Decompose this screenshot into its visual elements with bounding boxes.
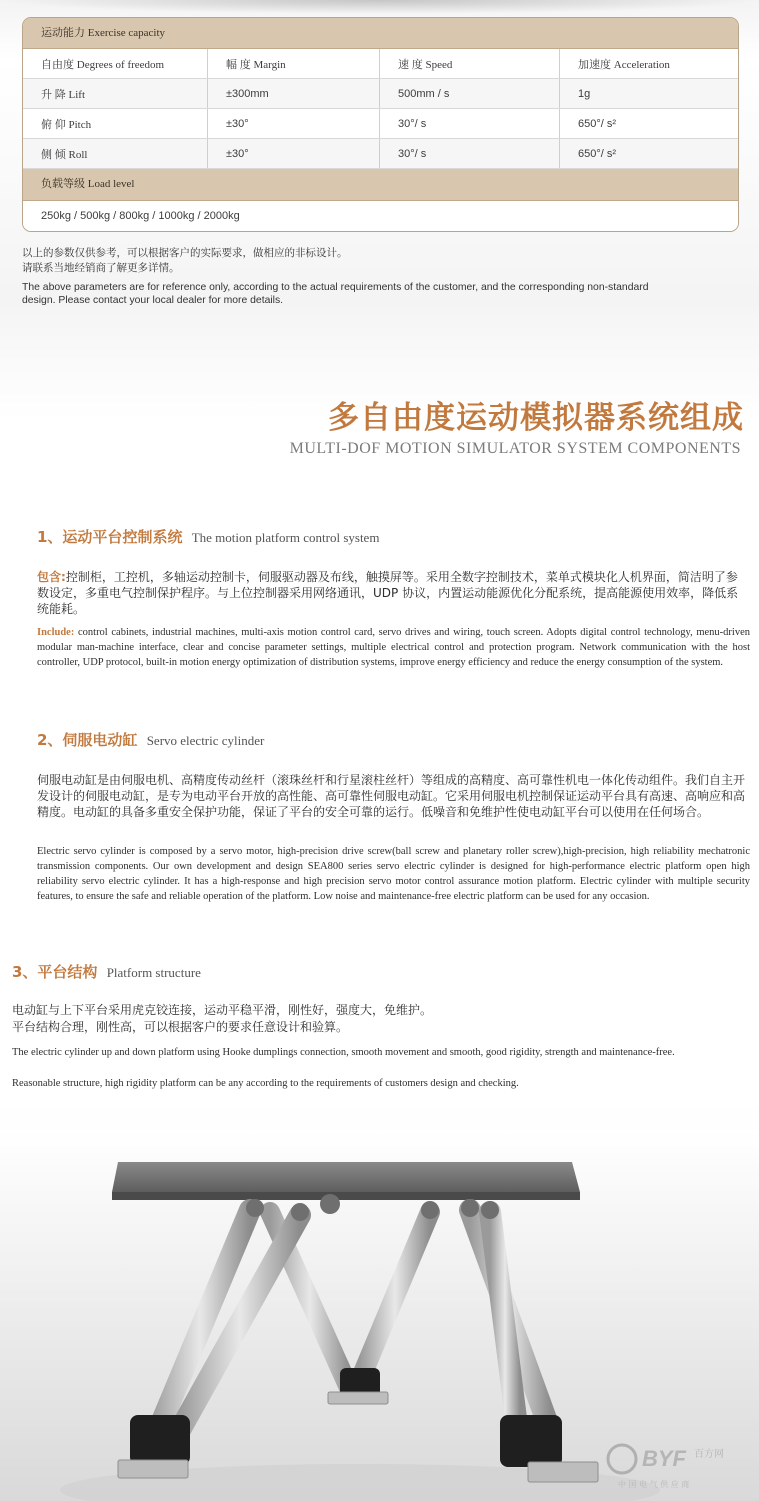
load-level-value: 250kg / 500kg / 800kg / 1000kg / 2000kg [41,210,240,222]
note-en-line1: The above parameters are for reference only, according to the actual requirements of the customer, and the corresponding non-standard [22,282,649,293]
note-cn-line2: 请联系当地经销商了解更多详情。 [22,262,180,274]
table-row [23,139,738,169]
section3-body-en-2: Reasonable structure, high rigidity platform can be any according to the requirements of customers design and checking. [12,1078,519,1089]
byf-logo [604,1443,754,1493]
table-cell: ±30° [208,139,380,168]
table-cell: 侧 倾 Roll [23,139,208,168]
column-header: 幅 度 Margin [208,49,380,78]
table-cell: 30°/ s [380,109,560,138]
load-level-header [23,169,738,201]
section2-title [37,729,264,750]
note-en-line2: design. Please contact your local dealer for more details. [22,295,284,306]
load-level-row [23,201,738,231]
logo-tagline: 中 国 电 气 供 应 商 [618,1480,690,1489]
section3-title [12,961,201,982]
section3-body-cn-2: 平台结构合理，刚性高，可以根据客户的要求任意设计和验算。 [12,1020,349,1034]
section2-body-cn: 伺服电动缸是由伺服电机、高精度传动丝杆（滚珠丝杆和行星滚柱丝杆）等组成的高精度、高可靠性机电一体化传动组件。我们自主开发设计的伺服电动缸，是专为电动平台开放的高性能、高可靠性伺服电动缸。它采用伺服电机控制保证运动平台具有高速、高响应和高精度。电动缸的具备多重安全保护功能，保证了平台的安全可靠的运行。低噪音和免维护性使电动缸平台可以使用在任何场合。 [37,773,746,819]
exercise-capacity-label: 运动能力 Exercise capacity [41,27,166,39]
table-cell: 650°/ s² [578,147,617,160]
table-cell: 升 降 Lift [23,79,208,108]
column-header-row [23,49,738,79]
section1-text-en: control cabinets, industrial machines, multi-axis motion control card, servo drives and wiring, touch screen. Adopts digital control technology, menu-driven modular man-machine interface, clear and concise parameter settings, multiple electrical control and protection program. Network communication with the host controller, UDP protocol, built-in motion energy optimization of distribution systems, improve energy efficiency and reduce the energy consumption of the system. [37,627,750,668]
upper-platform [112,1162,580,1192]
include-label-cn: 包含: [37,570,66,584]
section3-title-cn: 3、平台结构 [12,963,98,981]
column-header: 速 度 Speed [380,49,560,78]
heading-en: MULTI-DOF MOTION SIMULATOR SYSTEM COMPONENTS [289,440,741,457]
column-header: 加速度 Acceleration [578,58,670,71]
section2-title-en: Servo electric cylinder [146,733,265,748]
section3-body-cn-1: 电动缸与上下平台采用虎克铰连接，运动平稳平滑，刚性好，强度大，免维护。 [12,1003,433,1017]
column-header: 自由度 Degrees of freedom [23,49,208,78]
section1-title-en: The motion platform control system [191,530,380,545]
table-cell: 1g [578,87,591,100]
section1-title [37,526,379,547]
logo-circle-icon [608,1445,636,1473]
load-level-label: 负载等级 Load level [41,178,135,190]
spec-table [22,17,739,232]
section2-body-en: Electric servo cylinder is composed by a servo motor, high-precision drive screw(ball screw and planetary roller screw),high-precision, high reliability mechatronic transmission components. Our own development and design SEA800 series servo electric cylinder is designed for high-performance electric platform open high reliability servo electric cylinder. It has a high-response and high precision servo motor control assurance motion platform. Electric cylinder with multiple security features, to ensure the safe and reliable operation of the platform. Low noise and maintenance-free electric platform can be used for any occasion. [37,846,750,902]
section2-title-cn: 2、伺服电动缸 [37,731,138,749]
top-shadow [0,0,759,14]
table-row [23,79,738,109]
logo-brand-cn: 百方网 [694,1449,724,1460]
heading-cn: 多自由度运动模拟器系统组成 [328,400,744,436]
section1-body-cn [37,569,749,617]
table-cell: 俯 仰 Pitch [23,109,208,138]
section1-title-cn: 1、运动平台控制系统 [37,528,183,546]
section1-body-en [37,625,750,670]
table-row [23,109,738,139]
logo-brand: BYF [642,1446,686,1471]
include-label-en: Include: [37,627,75,638]
section3-title-en: Platform structure [106,965,201,980]
upper-platform-edge [112,1192,580,1200]
section3-body-en-1: The electric cylinder up and down platform using Hooke dumplings connection, smooth movement and smooth, good rigidity, strength and maintenance-free. [12,1047,675,1058]
table-cell: ±300mm [208,79,380,108]
table-cell: ±30° [208,109,380,138]
table-cell: 500mm / s [380,79,560,108]
note-cn-line1: 以上的参数仅供参考，可以根据客户的实际要求，做相应的非标设计。 [22,247,348,259]
section1-text-cn: 控制柜，工控机，多轴运动控制卡，伺服驱动器及布线，触摸屏等。采用全数字控制技术，菜单式模块化人机界面，简洁明了参数设定，多重电气控制保护程序。与上位控制器采用网络通讯，UDP 协议，内置运动能源优化分配系统，提高能源使用效率，降低系统能耗。 [37,570,739,616]
table-cell: 650°/ s² [578,117,617,130]
table-cell: 30°/ s [380,139,560,168]
exercise-capacity-header [23,18,738,49]
